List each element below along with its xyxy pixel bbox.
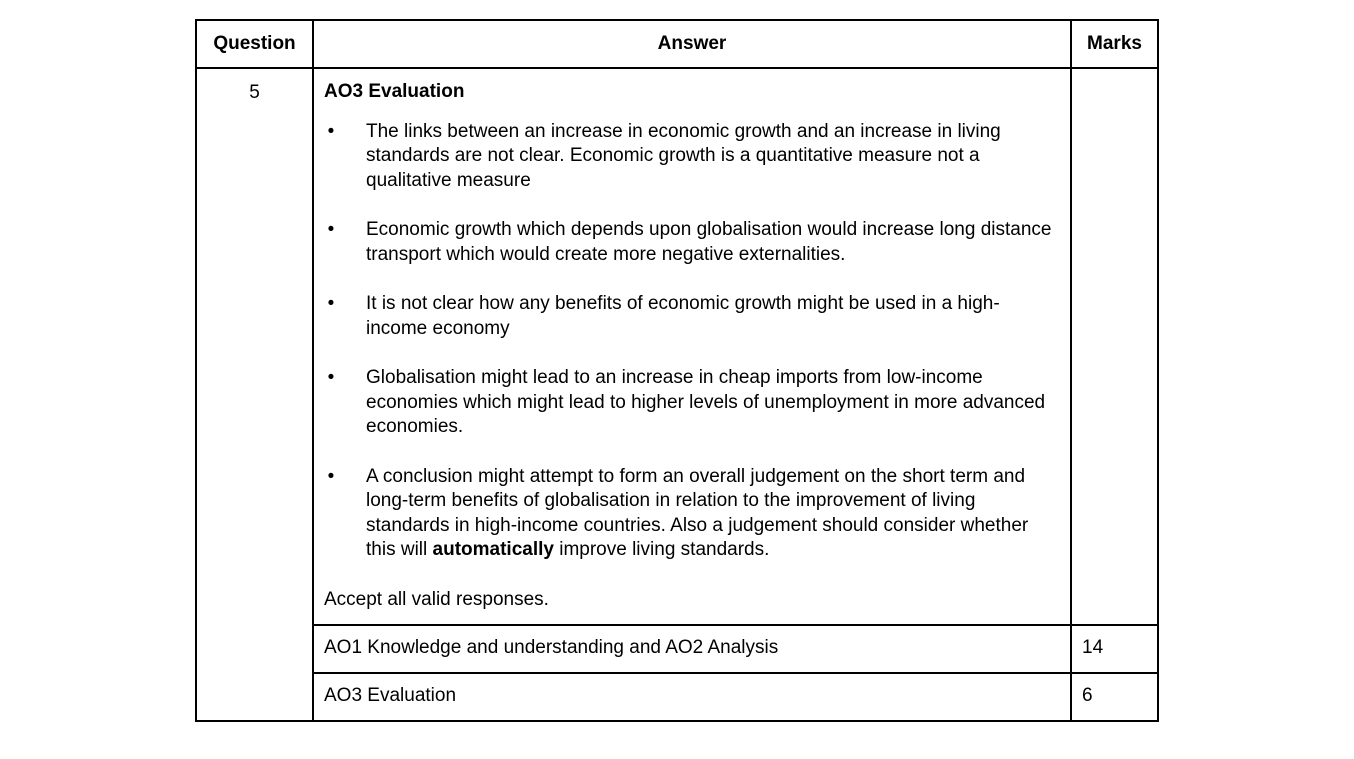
answer-marks-cell: [1071, 68, 1158, 625]
answer-row: [196, 68, 1158, 625]
list-item: [324, 292, 1060, 341]
point-text-after: improve living standards.: [553, 539, 770, 560]
bullet-icon: •: [327, 120, 335, 142]
point-text: [366, 466, 1028, 561]
bullet-icon: •: [327, 293, 335, 314]
accept-note: Accept all valid responses.: [324, 588, 549, 610]
bullet-icon: •: [327, 219, 335, 240]
question-header: Question: [196, 20, 313, 68]
bullet-icon: •: [327, 367, 335, 388]
bullet-icon: •: [327, 465, 335, 487]
point-text-before: A conclusion might attempt to form an overall judgement on the short term and long-term benefits of globalisation in relation to the improvement of living standards in high-income countries. Also a judgement should consider whether this will: [366, 465, 1029, 560]
point-text: Economic growth which depends upon globalisation would increase long distance transport which would create more negative externalities.: [366, 219, 1052, 265]
mark-scheme-table: [195, 19, 1159, 722]
point-text: The links between an increase in economic growth and an increase in living standards are not clear. Economic growth is a quantitative measure not a qualitative measure: [366, 120, 1001, 191]
point-text-emphasis: automatically: [432, 539, 554, 560]
list-item: [324, 465, 1060, 563]
list-item: [324, 120, 1060, 194]
mark-row-value: 6: [1071, 673, 1158, 721]
question-number: 5: [196, 68, 313, 721]
marks-header: Marks: [1071, 20, 1158, 68]
answer-heading: AO3 Evaluation: [324, 81, 465, 102]
mark-row-label: AO3 Evaluation: [313, 673, 1071, 721]
header-row: [196, 20, 1158, 68]
table-row: [196, 673, 1158, 721]
point-text: It is not clear how any benefits of economic growth might be used in a high-income economy: [366, 293, 1000, 339]
evaluation-points: [324, 120, 1060, 563]
table-row: [196, 625, 1158, 673]
answer-header: Answer: [313, 20, 1071, 68]
list-item: [324, 218, 1060, 267]
mark-row-label: AO1 Knowledge and understanding and AO2 Analysis: [313, 625, 1071, 673]
point-text: Globalisation might lead to an increase in cheap imports from low-income economies which might lead to higher levels of unemployment in more advanced economies.: [366, 367, 1046, 437]
mark-row-value: 14: [1071, 625, 1158, 673]
list-item: [324, 366, 1060, 440]
answer-cell: [313, 68, 1071, 625]
